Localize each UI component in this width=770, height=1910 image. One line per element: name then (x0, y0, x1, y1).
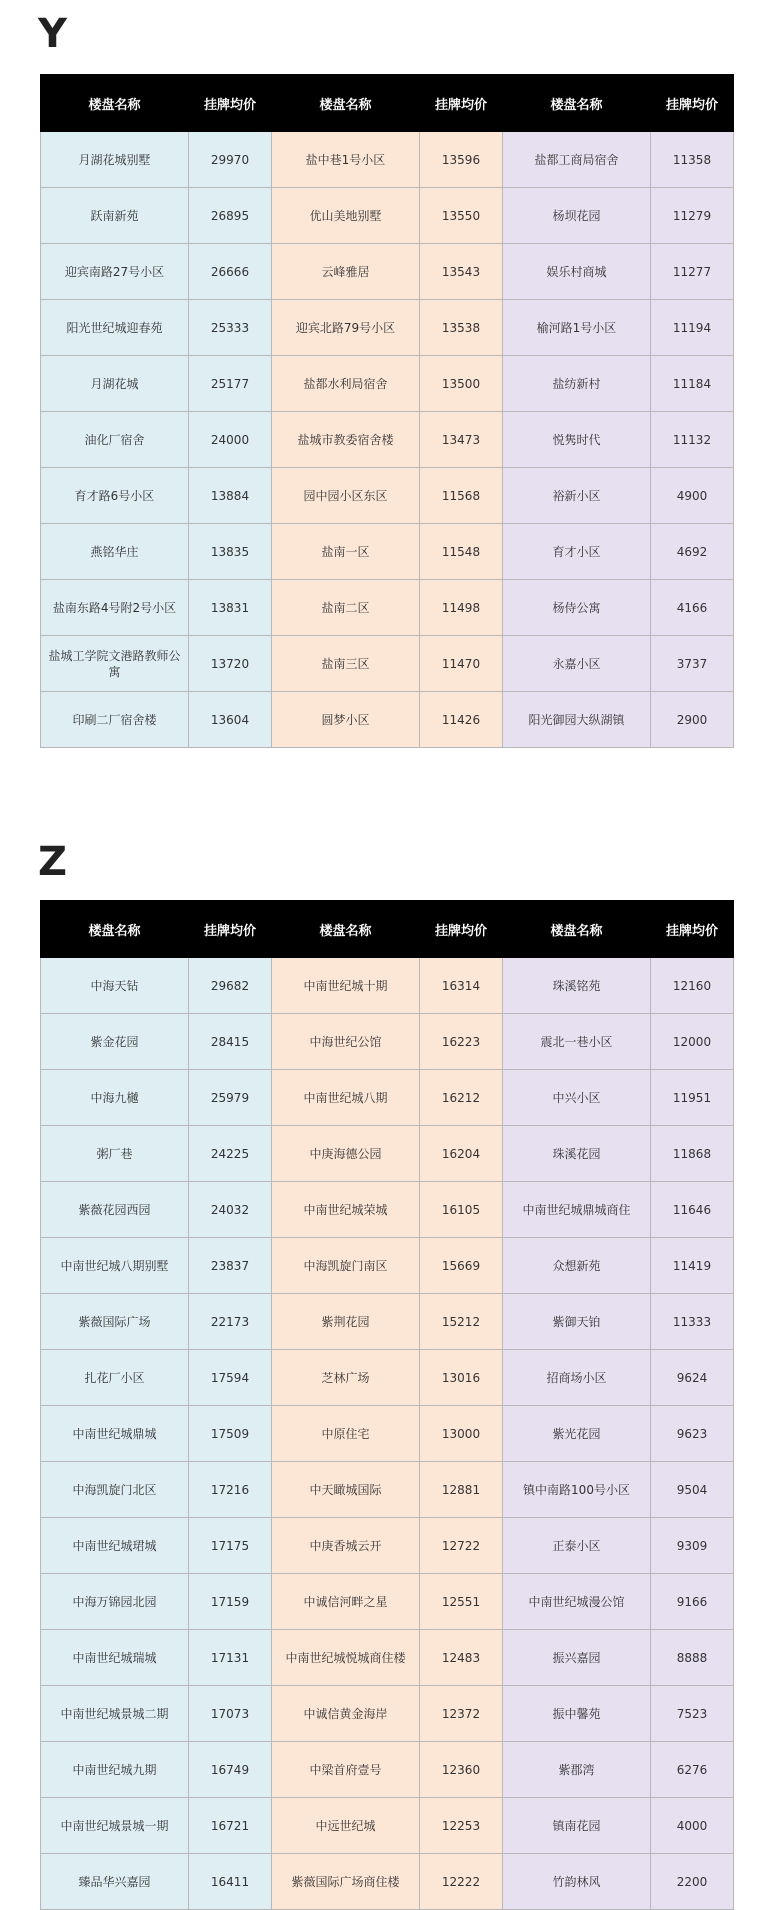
price-table-z (40, 900, 734, 1910)
property-name-cell: 盐中巷1号小区 (272, 132, 420, 188)
listing-price-cell: 11470 (420, 636, 503, 692)
property-name-cell: 中南世纪城珺城 (41, 1518, 189, 1574)
property-name-cell: 月湖花城 (41, 356, 189, 412)
header-listing-price: 挂牌均价 (420, 901, 503, 958)
listing-price-cell: 12222 (420, 1854, 503, 1910)
listing-price-cell: 2200 (651, 1854, 734, 1910)
table-row (41, 1462, 734, 1518)
section-letter-y: Y (38, 11, 67, 57)
listing-price-cell: 12722 (420, 1518, 503, 1574)
property-name-cell: 杨坝花园 (503, 188, 651, 244)
listing-price-cell: 24032 (189, 1182, 272, 1238)
listing-price-cell: 13604 (189, 692, 272, 748)
property-name-cell: 阳光世纪城迎春苑 (41, 300, 189, 356)
listing-price-cell: 12881 (420, 1462, 503, 1518)
property-name-cell: 中南世纪城悦城商住楼 (272, 1630, 420, 1686)
listing-price-cell: 12551 (420, 1574, 503, 1630)
property-name-cell: 中南世纪城鼎城商住 (503, 1182, 651, 1238)
table-row (41, 524, 734, 580)
property-name-cell: 杨侍公寓 (503, 580, 651, 636)
table-row (41, 692, 734, 748)
table-row (41, 188, 734, 244)
table-row (41, 1854, 734, 1910)
table-row (41, 1518, 734, 1574)
listing-price-cell: 11184 (651, 356, 734, 412)
property-name-cell: 育才小区 (503, 524, 651, 580)
table-row (41, 1294, 734, 1350)
listing-price-cell: 16314 (420, 958, 503, 1014)
listing-price-cell: 4000 (651, 1798, 734, 1854)
listing-price-cell: 12372 (420, 1686, 503, 1742)
header-row (41, 901, 734, 958)
listing-price-cell: 13835 (189, 524, 272, 580)
property-name-cell: 中南世纪城景城二期 (41, 1686, 189, 1742)
listing-price-cell: 15212 (420, 1294, 503, 1350)
table-row (41, 636, 734, 692)
listing-price-cell: 13500 (420, 356, 503, 412)
property-name-cell: 竹韵林风 (503, 1854, 651, 1910)
property-name-cell: 珠溪铭苑 (503, 958, 651, 1014)
listing-price-cell: 15669 (420, 1238, 503, 1294)
table-row (41, 958, 734, 1014)
listing-price-cell: 25333 (189, 300, 272, 356)
listing-price-cell: 17509 (189, 1406, 272, 1462)
table-row (41, 580, 734, 636)
table-row (41, 1406, 734, 1462)
property-name-cell: 珠溪花园 (503, 1126, 651, 1182)
property-name-cell: 芝林广场 (272, 1350, 420, 1406)
property-name-cell: 盐纺新村 (503, 356, 651, 412)
listing-price-cell: 11279 (651, 188, 734, 244)
table-row (41, 412, 734, 468)
property-name-cell: 紫薇国际广场商住楼 (272, 1854, 420, 1910)
listing-price-cell: 9166 (651, 1574, 734, 1630)
property-name-cell: 臻品华兴嘉园 (41, 1854, 189, 1910)
header-listing-price: 挂牌均价 (189, 901, 272, 958)
property-name-cell: 紫金花园 (41, 1014, 189, 1070)
property-name-cell: 中海万锦园北园 (41, 1574, 189, 1630)
table-row (41, 244, 734, 300)
table-row (41, 1126, 734, 1182)
property-name-cell: 中海天钻 (41, 958, 189, 1014)
property-name-cell: 中诚信黄金海岸 (272, 1686, 420, 1742)
property-name-cell: 紫郡湾 (503, 1742, 651, 1798)
listing-price-cell: 24225 (189, 1126, 272, 1182)
property-name-cell: 圆梦小区 (272, 692, 420, 748)
listing-price-cell: 29682 (189, 958, 272, 1014)
listing-price-cell: 13720 (189, 636, 272, 692)
listing-price-cell: 16721 (189, 1798, 272, 1854)
listing-price-cell: 17216 (189, 1462, 272, 1518)
property-name-cell: 镇南花园 (503, 1798, 651, 1854)
header-listing-price: 挂牌均价 (651, 75, 734, 132)
property-name-cell: 中天瞰城国际 (272, 1462, 420, 1518)
property-name-cell: 中南世纪城八期别墅 (41, 1238, 189, 1294)
listing-price-cell: 11498 (420, 580, 503, 636)
listing-price-cell: 24000 (189, 412, 272, 468)
table-row (41, 1014, 734, 1070)
listing-price-cell: 25979 (189, 1070, 272, 1126)
listing-price-cell: 11277 (651, 244, 734, 300)
listing-price-cell: 22173 (189, 1294, 272, 1350)
listing-price-cell: 13831 (189, 580, 272, 636)
property-name-cell: 众想新苑 (503, 1238, 651, 1294)
listing-price-cell: 13550 (420, 188, 503, 244)
property-name-cell: 盐南一区 (272, 524, 420, 580)
table-row (41, 132, 734, 188)
property-name-cell: 中南世纪城十期 (272, 958, 420, 1014)
table-row (41, 1350, 734, 1406)
property-name-cell: 扎花厂小区 (41, 1350, 189, 1406)
property-name-cell: 中海世纪公馆 (272, 1014, 420, 1070)
property-name-cell: 盐都水利局宿舍 (272, 356, 420, 412)
listing-price-cell: 11568 (420, 468, 503, 524)
listing-price-cell: 9623 (651, 1406, 734, 1462)
listing-price-cell: 28415 (189, 1014, 272, 1070)
property-name-cell: 悦隽时代 (503, 412, 651, 468)
property-name-cell: 紫薇花园西园 (41, 1182, 189, 1238)
table-row (41, 300, 734, 356)
listing-price-cell: 16212 (420, 1070, 503, 1126)
listing-price-cell: 7523 (651, 1686, 734, 1742)
header-listing-price: 挂牌均价 (420, 75, 503, 132)
listing-price-cell: 12253 (420, 1798, 503, 1854)
table-row (41, 1574, 734, 1630)
property-name-cell: 燕铭华庄 (41, 524, 189, 580)
property-name-cell: 振中馨苑 (503, 1686, 651, 1742)
property-name-cell: 紫荆花园 (272, 1294, 420, 1350)
property-name-cell: 中庚海德公园 (272, 1126, 420, 1182)
property-name-cell: 云峰雅居 (272, 244, 420, 300)
property-name-cell: 中远世纪城 (272, 1798, 420, 1854)
listing-price-cell: 13596 (420, 132, 503, 188)
listing-price-cell: 4692 (651, 524, 734, 580)
property-name-cell: 印刷二厂宿舍楼 (41, 692, 189, 748)
listing-price-cell: 13543 (420, 244, 503, 300)
table-row (41, 1630, 734, 1686)
listing-price-cell: 11132 (651, 412, 734, 468)
property-name-cell: 振兴嘉园 (503, 1630, 651, 1686)
listing-price-cell: 11868 (651, 1126, 734, 1182)
listing-price-cell: 17073 (189, 1686, 272, 1742)
property-name-cell: 中南世纪城八期 (272, 1070, 420, 1126)
property-name-cell: 中原住宅 (272, 1406, 420, 1462)
property-name-cell: 盐城工学院文港路教师公寓 (41, 636, 189, 692)
listing-price-cell: 16749 (189, 1742, 272, 1798)
listing-price-cell: 11951 (651, 1070, 734, 1126)
property-name-cell: 紫御天铂 (503, 1294, 651, 1350)
table-row (41, 1182, 734, 1238)
listing-price-cell: 11194 (651, 300, 734, 356)
property-name-cell: 紫光花园 (503, 1406, 651, 1462)
property-name-cell: 中南世纪城漫公馆 (503, 1574, 651, 1630)
property-name-cell: 盐城市教委宿舍楼 (272, 412, 420, 468)
listing-price-cell: 17594 (189, 1350, 272, 1406)
property-name-cell: 园中园小区东区 (272, 468, 420, 524)
listing-price-cell: 12483 (420, 1630, 503, 1686)
listing-price-cell: 4166 (651, 580, 734, 636)
price-table-y (40, 74, 734, 748)
property-name-cell: 粥厂巷 (41, 1126, 189, 1182)
table-row (41, 1742, 734, 1798)
listing-price-cell: 25177 (189, 356, 272, 412)
property-name-cell: 中海凯旋门南区 (272, 1238, 420, 1294)
listing-price-cell: 11548 (420, 524, 503, 580)
table-row (41, 1238, 734, 1294)
listing-price-cell: 11333 (651, 1294, 734, 1350)
property-name-cell: 中南世纪城九期 (41, 1742, 189, 1798)
listing-price-cell: 16223 (420, 1014, 503, 1070)
property-name-cell: 永嘉小区 (503, 636, 651, 692)
listing-price-cell: 17159 (189, 1574, 272, 1630)
listing-price-cell: 13000 (420, 1406, 503, 1462)
table-row (41, 1798, 734, 1854)
table-row (41, 1686, 734, 1742)
property-name-cell: 中海九樾 (41, 1070, 189, 1126)
property-name-cell: 镇中南路100号小区 (503, 1462, 651, 1518)
listing-price-cell: 2900 (651, 692, 734, 748)
listing-price-cell: 9624 (651, 1350, 734, 1406)
table-row (41, 356, 734, 412)
property-name-cell: 中诚信河畔之星 (272, 1574, 420, 1630)
property-name-cell: 正泰小区 (503, 1518, 651, 1574)
property-name-cell: 中南世纪城荣城 (272, 1182, 420, 1238)
property-name-cell: 中梁首府壹号 (272, 1742, 420, 1798)
listing-price-cell: 17131 (189, 1630, 272, 1686)
table-row (41, 468, 734, 524)
listing-price-cell: 16411 (189, 1854, 272, 1910)
property-name-cell: 震北一巷小区 (503, 1014, 651, 1070)
property-name-cell: 中南世纪城鼎城 (41, 1406, 189, 1462)
listing-price-cell: 26666 (189, 244, 272, 300)
property-name-cell: 紫薇国际广场 (41, 1294, 189, 1350)
property-name-cell: 中兴小区 (503, 1070, 651, 1126)
listing-price-cell: 6276 (651, 1742, 734, 1798)
property-name-cell: 阳光御园大纵湖镇 (503, 692, 651, 748)
listing-price-cell: 16204 (420, 1126, 503, 1182)
listing-price-cell: 4900 (651, 468, 734, 524)
listing-price-cell: 12000 (651, 1014, 734, 1070)
listing-price-cell: 17175 (189, 1518, 272, 1574)
listing-price-cell: 16105 (420, 1182, 503, 1238)
listing-price-cell: 13473 (420, 412, 503, 468)
property-name-cell: 招商场小区 (503, 1350, 651, 1406)
listing-price-cell: 11426 (420, 692, 503, 748)
property-name-cell: 优山美地别墅 (272, 188, 420, 244)
property-name-cell: 跃南新苑 (41, 188, 189, 244)
property-name-cell: 油化厂宿舍 (41, 412, 189, 468)
property-name-cell: 中庚香城云开 (272, 1518, 420, 1574)
header-property-name: 楼盘名称 (41, 75, 189, 132)
listing-price-cell: 11358 (651, 132, 734, 188)
listing-price-cell: 13538 (420, 300, 503, 356)
property-name-cell: 中南世纪城瑞城 (41, 1630, 189, 1686)
property-name-cell: 迎宾北路79号小区 (272, 300, 420, 356)
header-property-name: 楼盘名称 (503, 901, 651, 958)
listing-price-cell: 3737 (651, 636, 734, 692)
listing-price-cell: 29970 (189, 132, 272, 188)
header-property-name: 楼盘名称 (272, 75, 420, 132)
property-name-cell: 盐南二区 (272, 580, 420, 636)
listing-price-cell: 26895 (189, 188, 272, 244)
header-property-name: 楼盘名称 (272, 901, 420, 958)
table-row (41, 1070, 734, 1126)
property-name-cell: 月湖花城别墅 (41, 132, 189, 188)
property-name-cell: 娱乐村商城 (503, 244, 651, 300)
listing-price-cell: 13016 (420, 1350, 503, 1406)
section-letter-z: Z (38, 839, 68, 885)
property-name-cell: 育才路6号小区 (41, 468, 189, 524)
property-name-cell: 盐都工商局宿舍 (503, 132, 651, 188)
listing-price-cell: 8888 (651, 1630, 734, 1686)
header-listing-price: 挂牌均价 (651, 901, 734, 958)
property-name-cell: 盐南三区 (272, 636, 420, 692)
listing-price-cell: 11419 (651, 1238, 734, 1294)
property-name-cell: 榆河路1号小区 (503, 300, 651, 356)
listing-price-cell: 12360 (420, 1742, 503, 1798)
listing-price-cell: 9309 (651, 1518, 734, 1574)
property-name-cell: 中海凯旋门北区 (41, 1462, 189, 1518)
listing-price-cell: 11646 (651, 1182, 734, 1238)
listing-price-cell: 12160 (651, 958, 734, 1014)
header-property-name: 楼盘名称 (41, 901, 189, 958)
property-name-cell: 盐南东路4号附2号小区 (41, 580, 189, 636)
listing-price-cell: 23837 (189, 1238, 272, 1294)
listing-price-cell: 13884 (189, 468, 272, 524)
header-property-name: 楼盘名称 (503, 75, 651, 132)
listing-price-cell: 9504 (651, 1462, 734, 1518)
header-listing-price: 挂牌均价 (189, 75, 272, 132)
property-name-cell: 迎宾南路27号小区 (41, 244, 189, 300)
property-name-cell: 中南世纪城景城一期 (41, 1798, 189, 1854)
header-row (41, 75, 734, 132)
property-name-cell: 裕新小区 (503, 468, 651, 524)
